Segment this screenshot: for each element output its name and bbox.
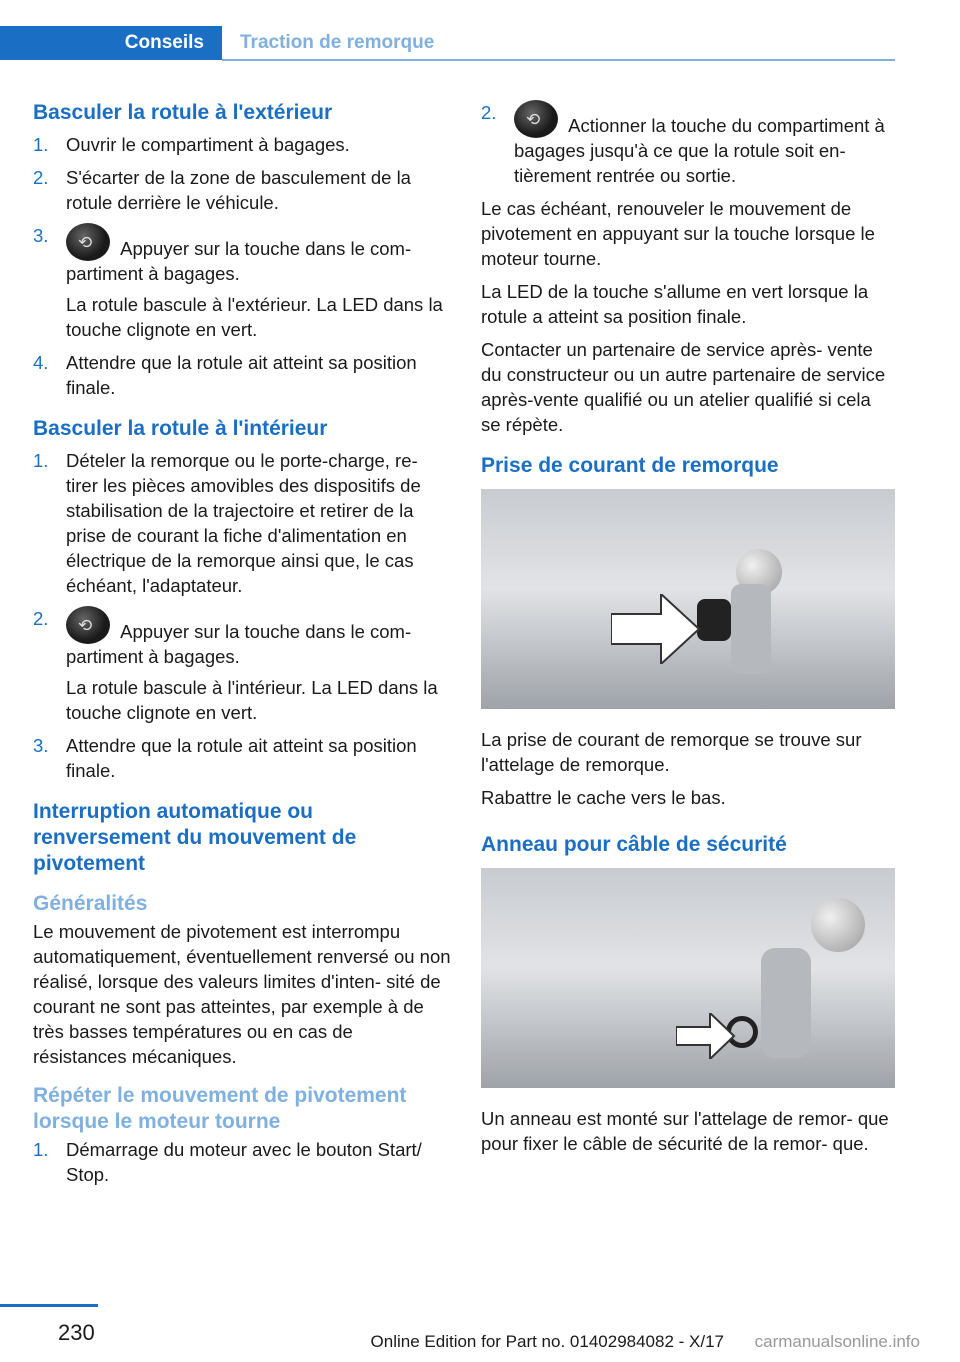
list-item: 1. Démarrage du moteur avec le bouton Start/ Stop. <box>33 1139 422 1185</box>
heading-interruption: Interruption automatique ou renversement du mouvement de pivotement <box>33 800 357 875</box>
tailgate-button-icon <box>66 223 110 261</box>
tow-ball-image <box>811 898 865 952</box>
paragraph-generalites: Le mouvement de pivotement est interrompu automatiquement, éventuellement renversé ou non réalisé, lorsque des valeurs limites d'inten‐ sité de courant ne sont pas atteintes, par exemple à de très basses températures ou en cas de résistances mécaniques. <box>33 921 451 1067</box>
paragraph: Un anneau est monté sur l'attelage de remor‐ que pour fixer le câble de sécurité de la remor‐ que. <box>481 1108 889 1154</box>
list-item: 1. Dételer la remorque ou le porte-charge, re‐ tirer les pièces amovibles des dispositifs de stabilisation de la trajectoire et retirer de la prise de courant la fiche d'alimentation en électrique de la remorque ainsi que, le cas échéant, l'adaptateur. <box>33 450 421 596</box>
heading-anneau: Anneau pour câble de sécurité <box>481 833 787 856</box>
list-item: 2. ⟲ Actionner la touche du compartiment à bagages jusqu'à ce que la rotule soit en‐ tièrement rentrée ou sortie. <box>481 100 895 188</box>
header-divider <box>222 59 895 61</box>
list-item: 3. Attendre que la rotule ait atteint sa position finale. <box>33 735 417 781</box>
page-header <box>0 0 895 60</box>
paragraph: La prise de courant de remorque se trouve sur l'attelage de remorque. <box>481 729 862 775</box>
paragraph: Contacter un partenaire de service après- vente du constructeur ou un autre partenaire de service après-vente qualifié ou un atelier qualifié si cela se répète. <box>481 339 886 435</box>
paragraph: Le cas échéant, renouveler le mouvement de pivotement en appuyant sur la touche lorsque le moteur tourne. <box>481 198 875 269</box>
list-item: 4. Attendre que la rotule ait atteint sa position finale. <box>33 352 417 398</box>
watermark: carmanualsonline.info <box>754 1332 920 1351</box>
footer-divider <box>0 1304 98 1307</box>
paragraph: Rabattre le cache vers le bas. <box>481 787 726 808</box>
subheading-generalites: Généralités <box>33 892 148 915</box>
page-number: 230 <box>58 1320 95 1345</box>
tailgate-button-icon <box>66 606 110 644</box>
safety-cable-ring-illustration <box>481 868 895 1088</box>
section-tab-conseils[interactable]: Conseils <box>0 26 222 60</box>
left-column <box>33 100 451 1195</box>
list-item: 3. ⟲ Appuyer sur la touche dans le com‐ partiment à bagages. La rotule bascule à l'extérieur. La LED dans la touche clignote en vert. <box>33 223 451 342</box>
subheading-repeter: Répéter le mouvement de pivotement lorsque le moteur tourne <box>33 1084 407 1133</box>
steps-interieur <box>33 448 451 783</box>
socket-image <box>697 599 731 641</box>
edition-text: Online Edition for Part no. 01402984082 - X/17 <box>370 1332 724 1351</box>
list-item: 2. S'écarter de la zone de basculement de la rotule derrière le véhicule. <box>33 167 411 213</box>
trailer-socket-illustration <box>481 489 895 709</box>
arrow-icon <box>611 594 701 664</box>
heading-rotule-interieur: Basculer la rotule à l'intérieur <box>33 417 328 440</box>
list-item: 2. ⟲ Appuyer sur la touche dans le com‐ partiment à bagages. La rotule bascule à l'intérieur. La LED dans la touche clignote en vert. <box>33 606 451 725</box>
heading-rotule-exterieur: Basculer la rotule à l'extérieur <box>33 101 333 124</box>
tailgate-button-icon <box>514 100 558 138</box>
section-tab-traction[interactable]: Traction de remorque <box>240 32 435 53</box>
right-column <box>481 100 895 1164</box>
arrow-icon <box>676 1013 736 1059</box>
list-item: 1. Ouvrir le compartiment à bagages. <box>33 134 350 155</box>
heading-prise-courant: Prise de courant de remorque <box>481 454 779 477</box>
paragraph: La LED de la touche s'allume en vert lorsque la rotule a atteint sa position finale. <box>481 281 869 327</box>
steps-exterieur <box>33 132 451 400</box>
